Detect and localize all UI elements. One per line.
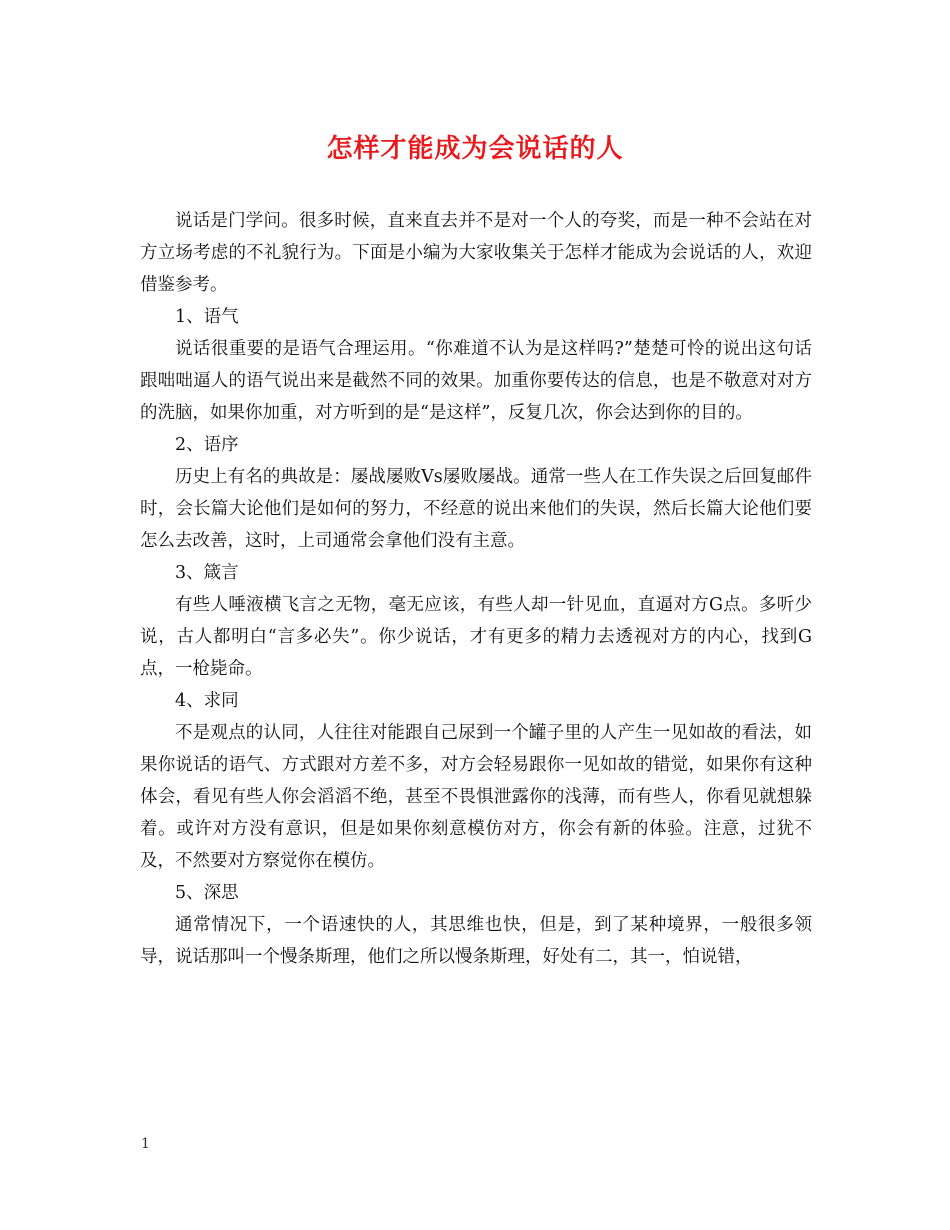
section-heading-maxims: 3、箴言 (175, 563, 239, 583)
page-number: 1 (141, 1136, 150, 1152)
section-paragraph-maxims: 有些人唾液横飞言之无物，毫无应该，有些人却一针见血，直逼对方G点。多听少说，古人都明白“言多必失”。你少说话，才有更多的精力去透视对方的内心，找到G点，一枪毙命。 (140, 595, 812, 679)
intro-paragraph: 说话是门学问。很多时候，直来直去并不是对一个人的夸奖，而是一种不会站在对方立场考虑的不礼貌行为。下面是小编为大家收集关于怎样才能成为会说话的人，欢迎借鉴参考。 (140, 211, 812, 295)
section-paragraph-deep-thought: 通常情况下，一个语速快的人，其思维也快，但是，到了某种境界，一般很多领导，说话那叫一个慢条斯理，他们之所以慢条斯理，好处有二，其一，怕说错， (140, 915, 812, 967)
section-heading-common-ground: 4、求同 (175, 691, 239, 711)
section-heading-tone: 1、语气 (175, 307, 239, 327)
section-paragraph-word-order: 历史上有名的典故是：屡战屡败Vs屡败屡战。通常一些人在工作失误之后回复邮件时，会长篇大论他们是如何的努力，不经意的说出来他们的失误，然后长篇大论他们要怎么去改善，这时，上司通常会拿他们没有主意。 (140, 467, 812, 551)
section-paragraph-common-ground: 不是观点的认同，人往往对能跟自己尿到一个罐子里的人产生一见如故的看法，如果你说话的语气、方式跟对方差不多，对方会轻易跟你一见如故的错觉，如果你有这种体会，看见有些人你会滔滔不绝，甚至不畏惧泄露你的浅薄，而有些人，你看见就想躲着。或许对方没有意识，但是如果你刻意模仿对方，你会有新的体验。注意，过犹不及，不然要对方察觉你在模仿。 (140, 723, 812, 871)
section-heading-deep-thought: 5、深思 (175, 883, 239, 903)
document-body (140, 205, 812, 973)
section-paragraph-tone: 说话很重要的是语气合理运用。“你难道不认为是这样吗?”楚楚可怜的说出这句话跟咄咄逼人的语气说出来是截然不同的效果。加重你要传达的信息，也是不敬意对对方的洗脑，如果你加重，对方听到的是“是这样”，反复几次，你会达到你的目的。 (140, 339, 812, 423)
section-heading-word-order: 2、语序 (175, 435, 239, 455)
document-title: 怎样才能成为会说话的人 (326, 134, 624, 164)
